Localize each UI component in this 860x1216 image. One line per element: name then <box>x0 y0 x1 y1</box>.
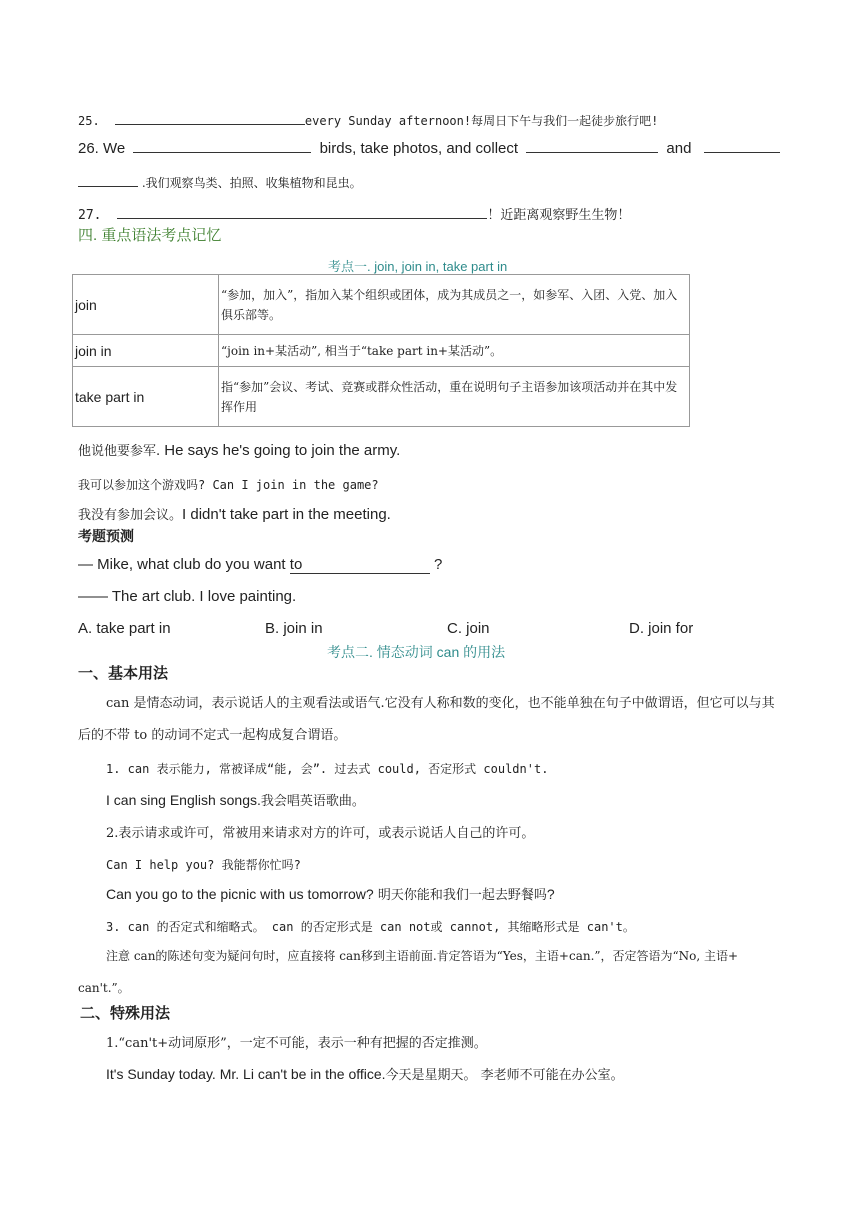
blank-text: to <box>289 556 303 573</box>
answer-blank[interactable] <box>704 138 780 153</box>
example-sentence <box>106 790 365 809</box>
table-desc: “参加，加入”，指加入某个组织或团体，成为其成员之一，如参军、入团、入党、加入俱乐部等。 <box>219 275 690 335</box>
usage-item: 1.“can't+动词原形”，一定不可能，表示一种有把握的否定推测。 <box>106 1036 487 1051</box>
table-row <box>73 367 690 427</box>
example-cn: 今天是星期天。 李老师不可能在办公室。 <box>385 1068 624 1083</box>
example-sentence: 我可以参加这个游戏吗? Can I join in the game? <box>78 478 379 492</box>
option-d[interactable]: D. join for <box>629 620 694 637</box>
example-cn: 明天你能和我们一起去野餐吗 <box>373 888 547 903</box>
usage-item: 2.表示请求或许可，常被用来请求对方的许可，或表示说话人自己的许可。 <box>106 826 535 841</box>
exercise-26 <box>78 138 780 157</box>
exercise-text: .我们观察鸟类、拍照、收集植物和昆虫。 <box>141 176 362 190</box>
example-en: It's Sunday today. Mr. Li can't be in the office. <box>106 1066 386 1082</box>
exercise-number: 25. <box>78 114 100 128</box>
section-title: 四. 重点语法考点记忆 <box>78 227 222 244</box>
answer-blank[interactable] <box>290 556 430 574</box>
table-term: take part in <box>73 367 219 427</box>
comparison-table <box>72 274 690 427</box>
answer-blank[interactable] <box>133 138 311 153</box>
answer-blank[interactable] <box>115 110 305 125</box>
prediction-title: 考题预测 <box>78 528 134 544</box>
example-cn: 我会唱英语歌曲。 <box>260 794 365 809</box>
exercise-text: every Sunday afternoon!每周日下午与我们一起徒步旅行吧! <box>304 114 659 128</box>
example-cn: 他说他要参军. <box>78 444 165 459</box>
subsection-title: 二、特殊用法 <box>80 1005 171 1022</box>
exercise-27 <box>78 204 630 223</box>
note-paragraph: 注意 can的陈述句变为疑问句时，应直接将 can移到主语前面.肯定答语为“Yes，主语+can.”，否定答语为“No, 主语+ can't.”。 <box>78 949 739 995</box>
example-sentence <box>78 440 400 459</box>
example-sentence <box>106 1064 624 1083</box>
table-desc: “join in+某活动”, 相当于“take part in+某活动”。 <box>219 335 690 367</box>
usage-item: 1. can 表示能力, 常被译成“能, 会”. 过去式 could, 否定形式 couldn't. <box>106 762 549 776</box>
example-en: I didn't take part in the meeting. <box>182 506 391 523</box>
quiz-answer-line: —— The art club. I love painting. <box>78 588 297 605</box>
question-text: ? <box>433 556 443 573</box>
example-sentence <box>106 884 555 903</box>
point-title: 考点二. 情态动词 can 的用法 <box>327 644 506 660</box>
option-b[interactable]: B. join in <box>265 620 323 637</box>
quiz-question <box>78 556 442 574</box>
usage-item: 3. can 的否定式和缩略式。 can 的否定形式是 can not或 cannot, 其缩略形式是 can't。 <box>106 920 635 934</box>
question-text: — Mike, what club do you want <box>78 556 286 573</box>
table-term: join in <box>73 335 219 367</box>
example-sentence: Can I help you? 我能帮你忙吗? <box>106 858 301 872</box>
example-en: I can sing English songs. <box>106 792 261 808</box>
table-row <box>73 335 690 367</box>
example-en: ? <box>546 886 555 902</box>
option-c[interactable]: C. join <box>447 620 490 637</box>
paragraph: can 是情态动词，表示说话人的主观看法或语气.它没有人称和数的变化，也不能单独在句子中做谓语，但它可以与其后的不带 to 的动词不定式一起构成复合谓语。 <box>78 696 775 743</box>
example-sentence <box>78 504 391 523</box>
exercise-25 <box>78 110 658 129</box>
example-en: Can you go to the picnic with us tomorrow? <box>106 886 374 902</box>
answer-blank[interactable] <box>526 138 658 153</box>
example-cn: 我没有参加会议。 <box>78 508 183 523</box>
exercise-text: and <box>666 140 692 157</box>
example-en: He says he's going to join the army. <box>164 442 401 459</box>
point-title: 考点一. join, join in, take part in <box>328 259 508 274</box>
option-a[interactable]: A. take part in <box>78 620 171 637</box>
exercise-text: ！近距离观察野生生物！ <box>487 208 631 223</box>
exercise-number: 27. <box>78 208 102 223</box>
exercise-text: birds, take photos, and collect <box>319 140 519 157</box>
answer-blank[interactable] <box>117 204 487 219</box>
table-term: join <box>73 275 219 335</box>
table-row <box>73 275 690 335</box>
exercise-number: 26. We <box>78 140 126 157</box>
table-desc: 指“参加”会议、考试、竞赛或群众性活动，重在说明句子主语参加该项活动并在其中发挥作用 <box>219 367 690 427</box>
answer-blank[interactable] <box>78 172 138 187</box>
subsection-title: 一、基本用法 <box>78 665 169 682</box>
exercise-26-cont <box>78 172 362 191</box>
